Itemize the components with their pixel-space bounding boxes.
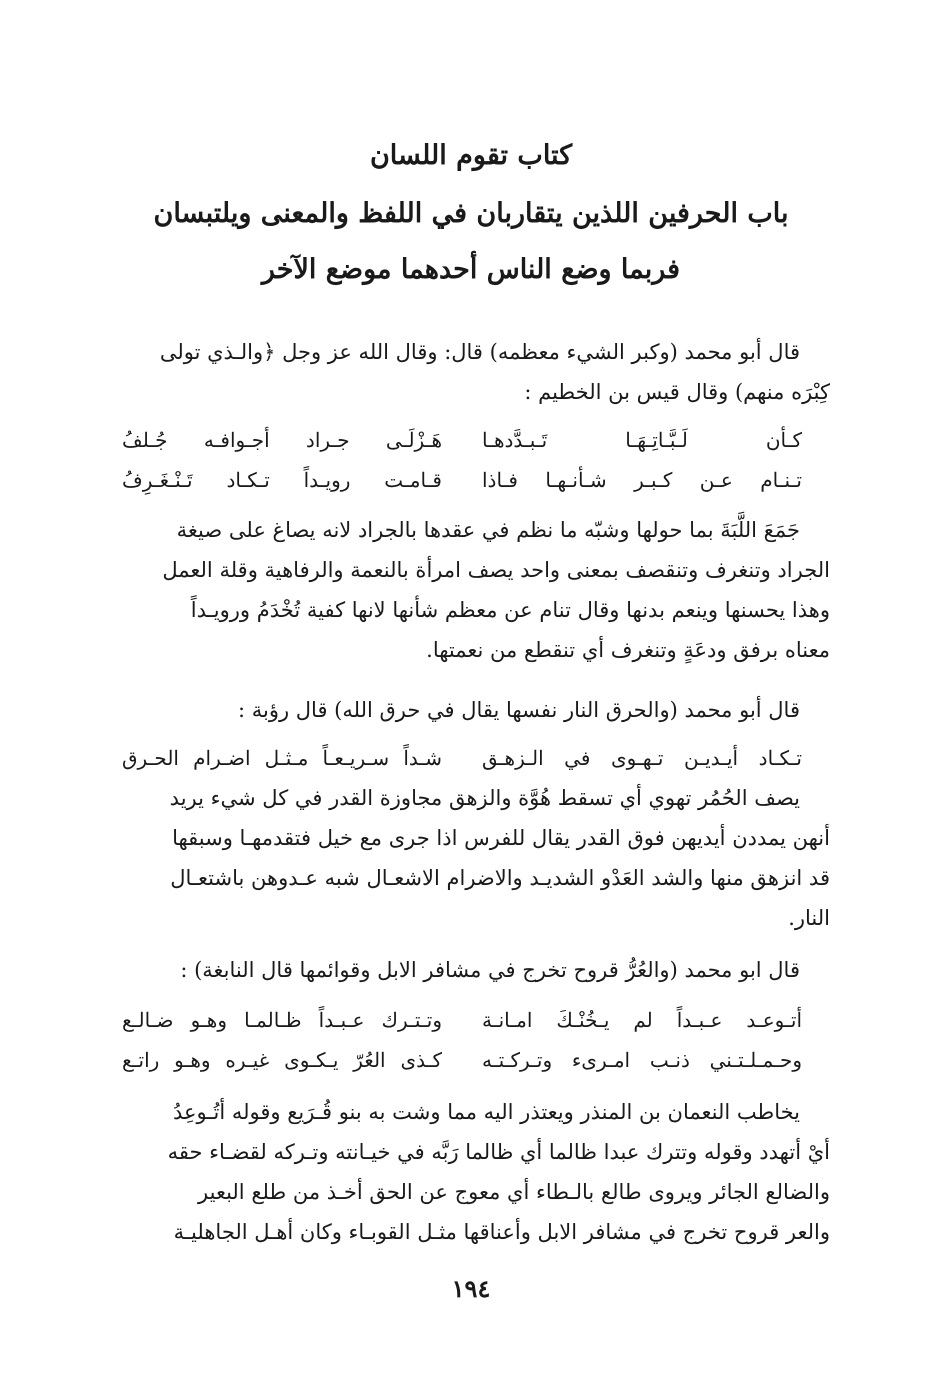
section2-commentary [110, 778, 830, 938]
verse-first-hemistich: تـكـاد أيـديـن تـهـوى في الـزهـق [482, 746, 802, 770]
section2-verses [122, 738, 802, 778]
verse-second-hemistich: قـامـت رويـداً تـكـاد تَـنْـغَـرِفُ [122, 468, 442, 492]
commentary-line: والعر قروح تخرج في مشافر الابل وأعناقها مثـل القوبـاء وكان أهـل الجاهليـة [173, 1220, 830, 1244]
commentary-line: معناه برفق ودعَةٍ وتنغرف أي تنقطع من نعمتها. [426, 638, 830, 662]
intro-line: قال أبو محمد (والحرق النار نفسها يقال في حرق الله) قال رؤبة : [237, 698, 800, 722]
section1-commentary [110, 510, 830, 670]
commentary-line: جَمَعَ اللَّبَةَ بما حولها وشبّه ما نظم في عقدها بالجراد لانه يصاغ على صيغة [176, 518, 800, 542]
verse-first-hemistich: كـأن لَـبَّـاتِـهَـا تَـبـدَّدهـا [482, 428, 802, 452]
commentary-line: يخاطب النعمان بن المنذر ويعتذر اليه مما وشت به بنو قُـرَيع وقوله أتُـوعِدُ [172, 1100, 800, 1124]
commentary-line: أيْ أتهدد وقوله وتترك عبدا ظالما أي ظالما رَبَّه في خيـانته وتـركه لقضـاء حقه [167, 1140, 830, 1164]
verse-line [122, 738, 802, 778]
verse-second-hemistich: وتـتـرك عـبـداً ظـالمـا وهـو ضـالـع [122, 1008, 442, 1032]
section3-verses [122, 1000, 802, 1080]
verse-second-hemistich: كـذى العُرّ يـكـوى غيـره وهـو راتـع [122, 1048, 442, 1072]
commentary-line: أنهن يمددن أيديهن فوق القدر يقال للفرس اذا جرى مع خيل فتقدمهـا وسبقها [172, 826, 830, 850]
verse-second-hemistich: هَـزْلَـى جـراد أجـوافـه جُـلفُ [122, 428, 442, 452]
commentary-line: النار. [788, 906, 830, 930]
section1-verses [122, 420, 802, 500]
verse-first-hemistich: أتـوعـد عـبـداً لم يـخُنْـكَ امـانـة [482, 1008, 802, 1032]
page-number: ١٩٤ [451, 1274, 491, 1303]
intro-line: قال أبو محمد (وكبر الشيء معظمه) قال: وقال الله عز وجل ﴿والـذي تولى [159, 340, 800, 364]
verse-line [122, 1040, 802, 1080]
commentary-line: يصف الحُمُر تهوي أي تسقط هُوَّة والزهق مجاوزة القدر في كل شيء يريد [169, 786, 800, 810]
chapter-title-line-2: فربما وضع الناس أحدهما موضع الآخر [261, 254, 681, 285]
section2-intro [110, 690, 830, 730]
verse-line [122, 460, 802, 500]
commentary-line: والضالع الجائر ويروى طالع بالـطاء أي معوج عن الحق أخـذ من طلع البعير [198, 1180, 830, 1204]
intro-line: قال ابو محمد (والعُرُّ قروح تخرج في مشافر الابل وقوائمها قال النابغة) : [180, 958, 800, 982]
chapter-title-line-1: باب الحرفين اللذين يتقاربان في اللفظ والمعنى ويلتبسان [153, 198, 789, 229]
commentary-line: قد انزهق منها والشد العَدْو الشديـد والاضرام الاشعـال شبه عـدوهن باشتعـال [170, 866, 830, 890]
commentary-line: وهذا يحسنها وينعم بدنها وقال تنام عن معظم شأنها لانها كفية تُخْدَمُ ورويـداً [190, 598, 830, 622]
verse-second-hemistich: شـداً سـريـعـاً مـثـل اضـرام الحـرق [122, 746, 442, 770]
verse-first-hemistich: وحـمـلـتـني ذنـب امـرىء وتـركـتـه [482, 1048, 802, 1072]
verse-line [122, 1000, 802, 1040]
intro-line: كِبْرَه منهم) وقال قيس بن الخطيم : [524, 380, 830, 404]
section1-intro [110, 332, 830, 412]
verse-line [122, 420, 802, 460]
commentary-line: الجراد وتنغرف وتنقصف بمعنى واحد يصف امرأة بالنعمة والرفاهية وقلة العمل [162, 558, 830, 582]
verse-first-hemistich: تـنـام عـن كـبـر شـأنـهـا فـاذا [482, 468, 802, 492]
book-title: كتاب تقوم اللسان [369, 140, 573, 171]
section3-commentary [110, 1092, 830, 1252]
section3-intro [110, 950, 830, 990]
